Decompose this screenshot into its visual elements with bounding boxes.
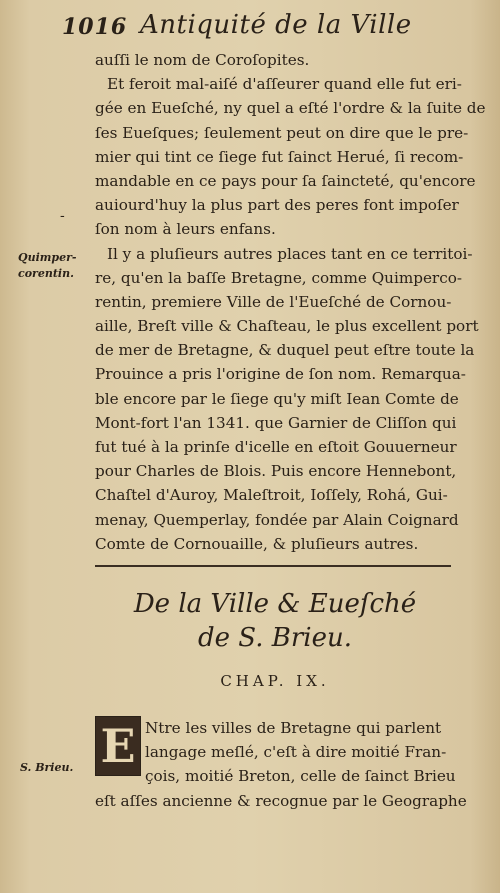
- text-line: aille, Breſt ville & Chaſteau, le plus excellent port: [95, 317, 479, 336]
- text-line: Prouince a pris l'origine de ſon nom. Remarqua-: [95, 365, 466, 384]
- chapter-text: [95, 716, 467, 813]
- main-text: [95, 48, 486, 556]
- text-line: fut tué à la prinſe d'icelle en eſtoit Gouuerneur: [95, 438, 457, 456]
- text-line: Chaſtel d'Auroy, Maleſtroit, Ioſſely, Rohá, Gui-: [95, 486, 448, 505]
- text-line: Et feroit mal-aiſé d'aſſeurer quand elle fut eri-: [107, 75, 462, 94]
- text-line: de mer de Bretagne, & duquel peut eſtre toute la: [95, 341, 475, 360]
- text-line: menay, Quemperlay, fondée par Alain Coignard: [95, 510, 459, 529]
- chapter-heading: CHAP. IX.: [220, 672, 330, 690]
- text-line: ſon nom à leurs enfans.: [95, 220, 276, 239]
- text-line: Ntre les villes de Bretagne qui parlent: [145, 719, 442, 737]
- text-line: ble encore par le ſiege qu'y miſt Iean Comte de: [95, 389, 459, 408]
- text-line: pour Charles de Blois. Puis encore Hennebont,: [95, 462, 457, 481]
- text-line: Comte de Cornouaille, & pluſieurs autres.: [95, 534, 419, 553]
- text-line: langage meſlé, c'eſt à dire moitié Fran-: [145, 743, 447, 762]
- text-line: eſt aſſes ancienne & recognue par le Geographe: [95, 791, 467, 810]
- section-divider: [95, 565, 451, 567]
- running-title: Antiquité de la Ville: [140, 10, 412, 40]
- margin-note-brieu: S. Brieu.: [20, 761, 74, 774]
- margin-dash: -: [60, 208, 65, 224]
- section-subheading: de S. Brieu.: [198, 623, 352, 653]
- page-number: 1016: [62, 14, 128, 40]
- margin-note-quimper: Quimper-corentin.: [18, 251, 77, 280]
- drop-cap: E: [95, 716, 141, 776]
- text-line: çois, moitié Breton, celle de ſainct Brieu: [145, 767, 456, 786]
- text-line: mier qui tint ce ſiege fut ſainct Herué, ſi recom-: [95, 147, 464, 166]
- text-line: Mont-fort l'an 1341. que Garnier de Cliſſon qui: [95, 413, 457, 432]
- running-header: [62, 10, 460, 46]
- section-heading: De la Ville & Eueſché: [133, 589, 417, 619]
- text-line: Il y a pluſieurs autres places tant en ce territoi-: [107, 244, 473, 263]
- text-line: mandable en ce pays pour ſa ſaincteté, qu'encore: [95, 171, 476, 190]
- text-line: re, qu'en la baſſe Bretagne, comme Quimperco-: [95, 268, 462, 287]
- text-line: ſes Eueſques; ſeulement peut on dire que le pre-: [95, 123, 469, 142]
- text-line: auſſi le nom de Coroſopites.: [95, 51, 310, 69]
- text-line: gée en Eueſché, ny quel a eſté l'ordre & la ſuite de: [95, 99, 486, 118]
- text-line: rentin, premiere Ville de l'Eueſché de Cornou-: [95, 292, 452, 311]
- text-line: auiourd'huy la plus part des peres font impoſer: [95, 196, 459, 215]
